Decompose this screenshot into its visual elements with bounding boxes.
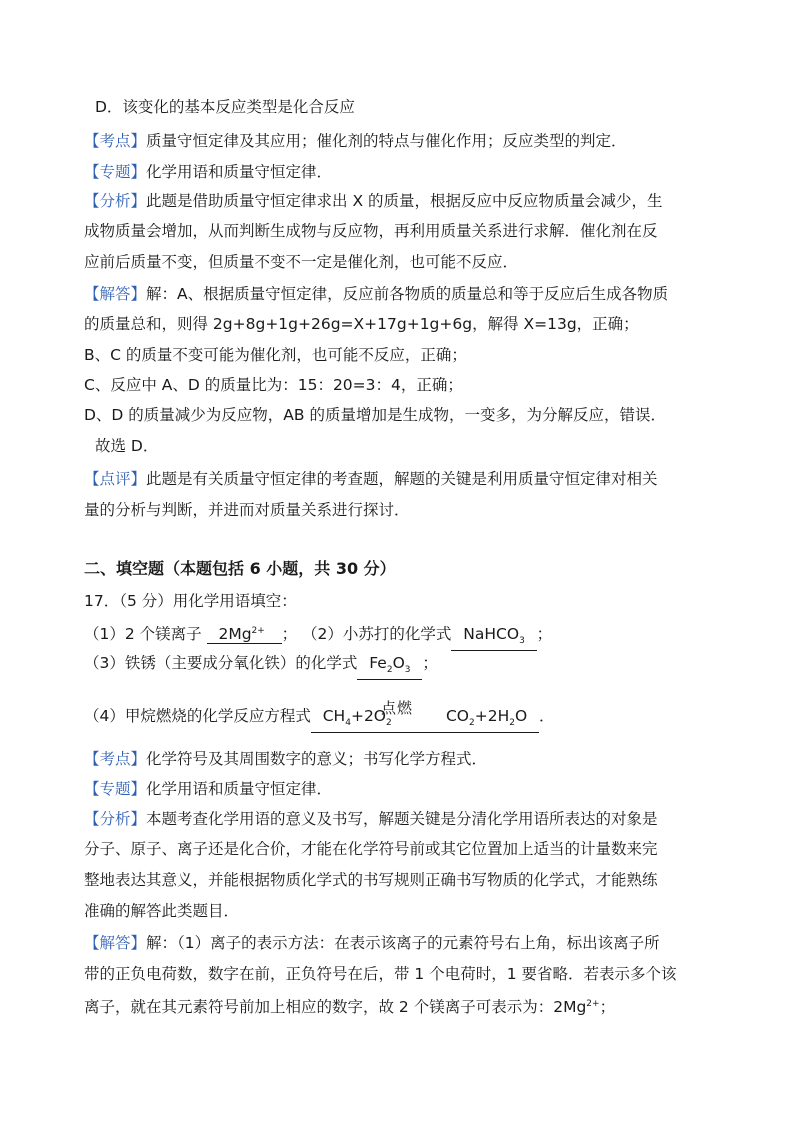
zhuanti-text: 化学用语和质量守恒定律． (146, 780, 333, 798)
q16-jieda-line4: C、反应中 A、D 的质量比为：15：20=3：4，正确； (84, 376, 463, 394)
q17-p2-label: （2）小苏打的化学式 (302, 625, 452, 644)
q17-part-4: （4）甲烷燃烧的化学反应方程式 $CH_4+2O_2$ $CO_2+2H_2O$ ． (84, 705, 555, 733)
q17-p4-equation: $CH_4+2O_2$ $CO_2+2H_2O$ (311, 707, 539, 733)
fenxi-text: 本题考查化学用语的意义及书写，解题关键是分清化学用语所表达的对象是 (146, 810, 658, 828)
q17-zhuanti (84, 778, 332, 800)
jieda-tag: 【解答】 (84, 934, 147, 952)
kaodian-tag: 【考点】 (84, 132, 147, 150)
q16-dianping (84, 468, 658, 490)
q17-fenxi-line4: 准确的解答此类题目． (84, 902, 240, 920)
reaction-condition: 点燃 (381, 699, 414, 717)
dianping-tag: 【点评】 (84, 470, 147, 488)
fenxi-tag: 【分析】 (84, 810, 147, 828)
q17-jieda (84, 932, 660, 954)
q16-dianping-line2: 量的分析与判断，并进而对质量关系进行探讨． (84, 501, 410, 519)
kaodian-text: 质量守恒定律及其应用；催化剂的特点与催化作用；反应类型的判定． (146, 132, 627, 150)
q16-fenxi-line2: 成物质量会增加，从而判断生成物与反应物，再利用质量关系进行求解．催化剂在反 (84, 222, 658, 240)
kaodian-tag: 【考点】 (84, 750, 147, 768)
q17-p1-label: （1）2 个镁离子 (84, 625, 202, 644)
option-d: D．该变化的基本反应类型是化合反应 (95, 98, 355, 116)
q17-p3-label: （3）铁锈（主要成分氧化铁）的化学式 (84, 654, 358, 672)
q17-stem: 17．（5 分）用化学用语填空： (84, 592, 297, 610)
q16-jieda-line2: 的质量总和，则得 2g+8g+1g+26g=X+17g+1g+6g，解得 X=13g，正确； (84, 315, 639, 333)
jieda-text: 解：（1）离子的表示方法：在表示该离子的元素符号右上角，标出该离子所 (146, 934, 660, 952)
fenxi-tag: 【分析】 (84, 192, 147, 210)
kaodian-text: 化学符号及其周围数字的意义；书写化学方程式． (146, 750, 488, 768)
q17-p4-label: （4）甲烷燃烧的化学反应方程式 (84, 707, 311, 725)
q17-jieda-line3: 离子，就在其元素符号前加上相应的数字，故 2 个镁离子可表示为：$2Mg^{2+}$； (84, 998, 616, 1017)
q17-kaodian (84, 748, 487, 770)
q17-fenxi-line2: 分子、原子、离子还是化合价，才能在化学符号前或其它位置加上适当的计量数来完 (84, 840, 658, 858)
q17-fenxi-line3: 整地表达其意义，并能根据物质化学式的书写规则正确书写物质的化学式，才能熟练 (84, 871, 658, 889)
q16-zhuanti (84, 161, 332, 183)
q16-jieda-line5: D、D 的质量减少为反应物，AB 的质量增加是生成物，一变多，为分解反应，错误． (84, 406, 666, 424)
q16-fenxi-line3: 应前后质量不变，但质量不变不一定是催化剂，也可能不反应． (84, 253, 519, 271)
dianping-text: 此题是有关质量守恒定律的考查题，解题的关键是利用质量守恒定律对相关 (146, 470, 658, 488)
q17-fenxi (84, 808, 658, 830)
q17-p1-answer: $2Mg^{2+}$ (207, 622, 282, 644)
q17-jieda-line2: 带的正负电荷数，数字在前，正负符号在后，带 1 个电荷时，1 要省略．若表示多个该 (84, 965, 677, 983)
q16-conclusion: 故选 D． (95, 437, 159, 455)
zhuanti-text: 化学用语和质量守恒定律． (146, 163, 333, 181)
q17-p2-answer: NaHCO$_3$ (451, 625, 536, 651)
zhuanti-tag: 【专题】 (84, 163, 147, 181)
q16-jieda-line3: B、C 的质量不变可能为催化剂，也可能不反应，正确； (84, 346, 467, 364)
q17-part-3: （3）铁锈（主要成分氧化铁）的化学式 $Fe_2O_3$ ； (84, 652, 438, 680)
q17-p3-answer: $Fe_2O_3$ (357, 654, 422, 680)
jieda-tag: 【解答】 (84, 285, 147, 303)
zhuanti-tag: 【专题】 (84, 780, 147, 798)
section-2-title: 二、填空题（本题包括 6 小题，共 30 分） (84, 559, 396, 578)
q16-jieda (84, 283, 668, 305)
fenxi-text: 此题是借助质量守恒定律求出 X 的质量，根据反应中反应物质量会减少，生 (146, 192, 663, 210)
q16-fenxi (84, 190, 663, 212)
q17-part-1-2: （1）2 个镁离子 $2Mg^{2+}$ ； （2）小苏打的化学式 NaHCO$_3$ ； (84, 622, 552, 651)
jieda-text: 解：A、根据质量守恒定律，反应前各物质的质量总和等于反应后生成各物质 (146, 285, 669, 303)
q16-kaodian (84, 130, 627, 152)
